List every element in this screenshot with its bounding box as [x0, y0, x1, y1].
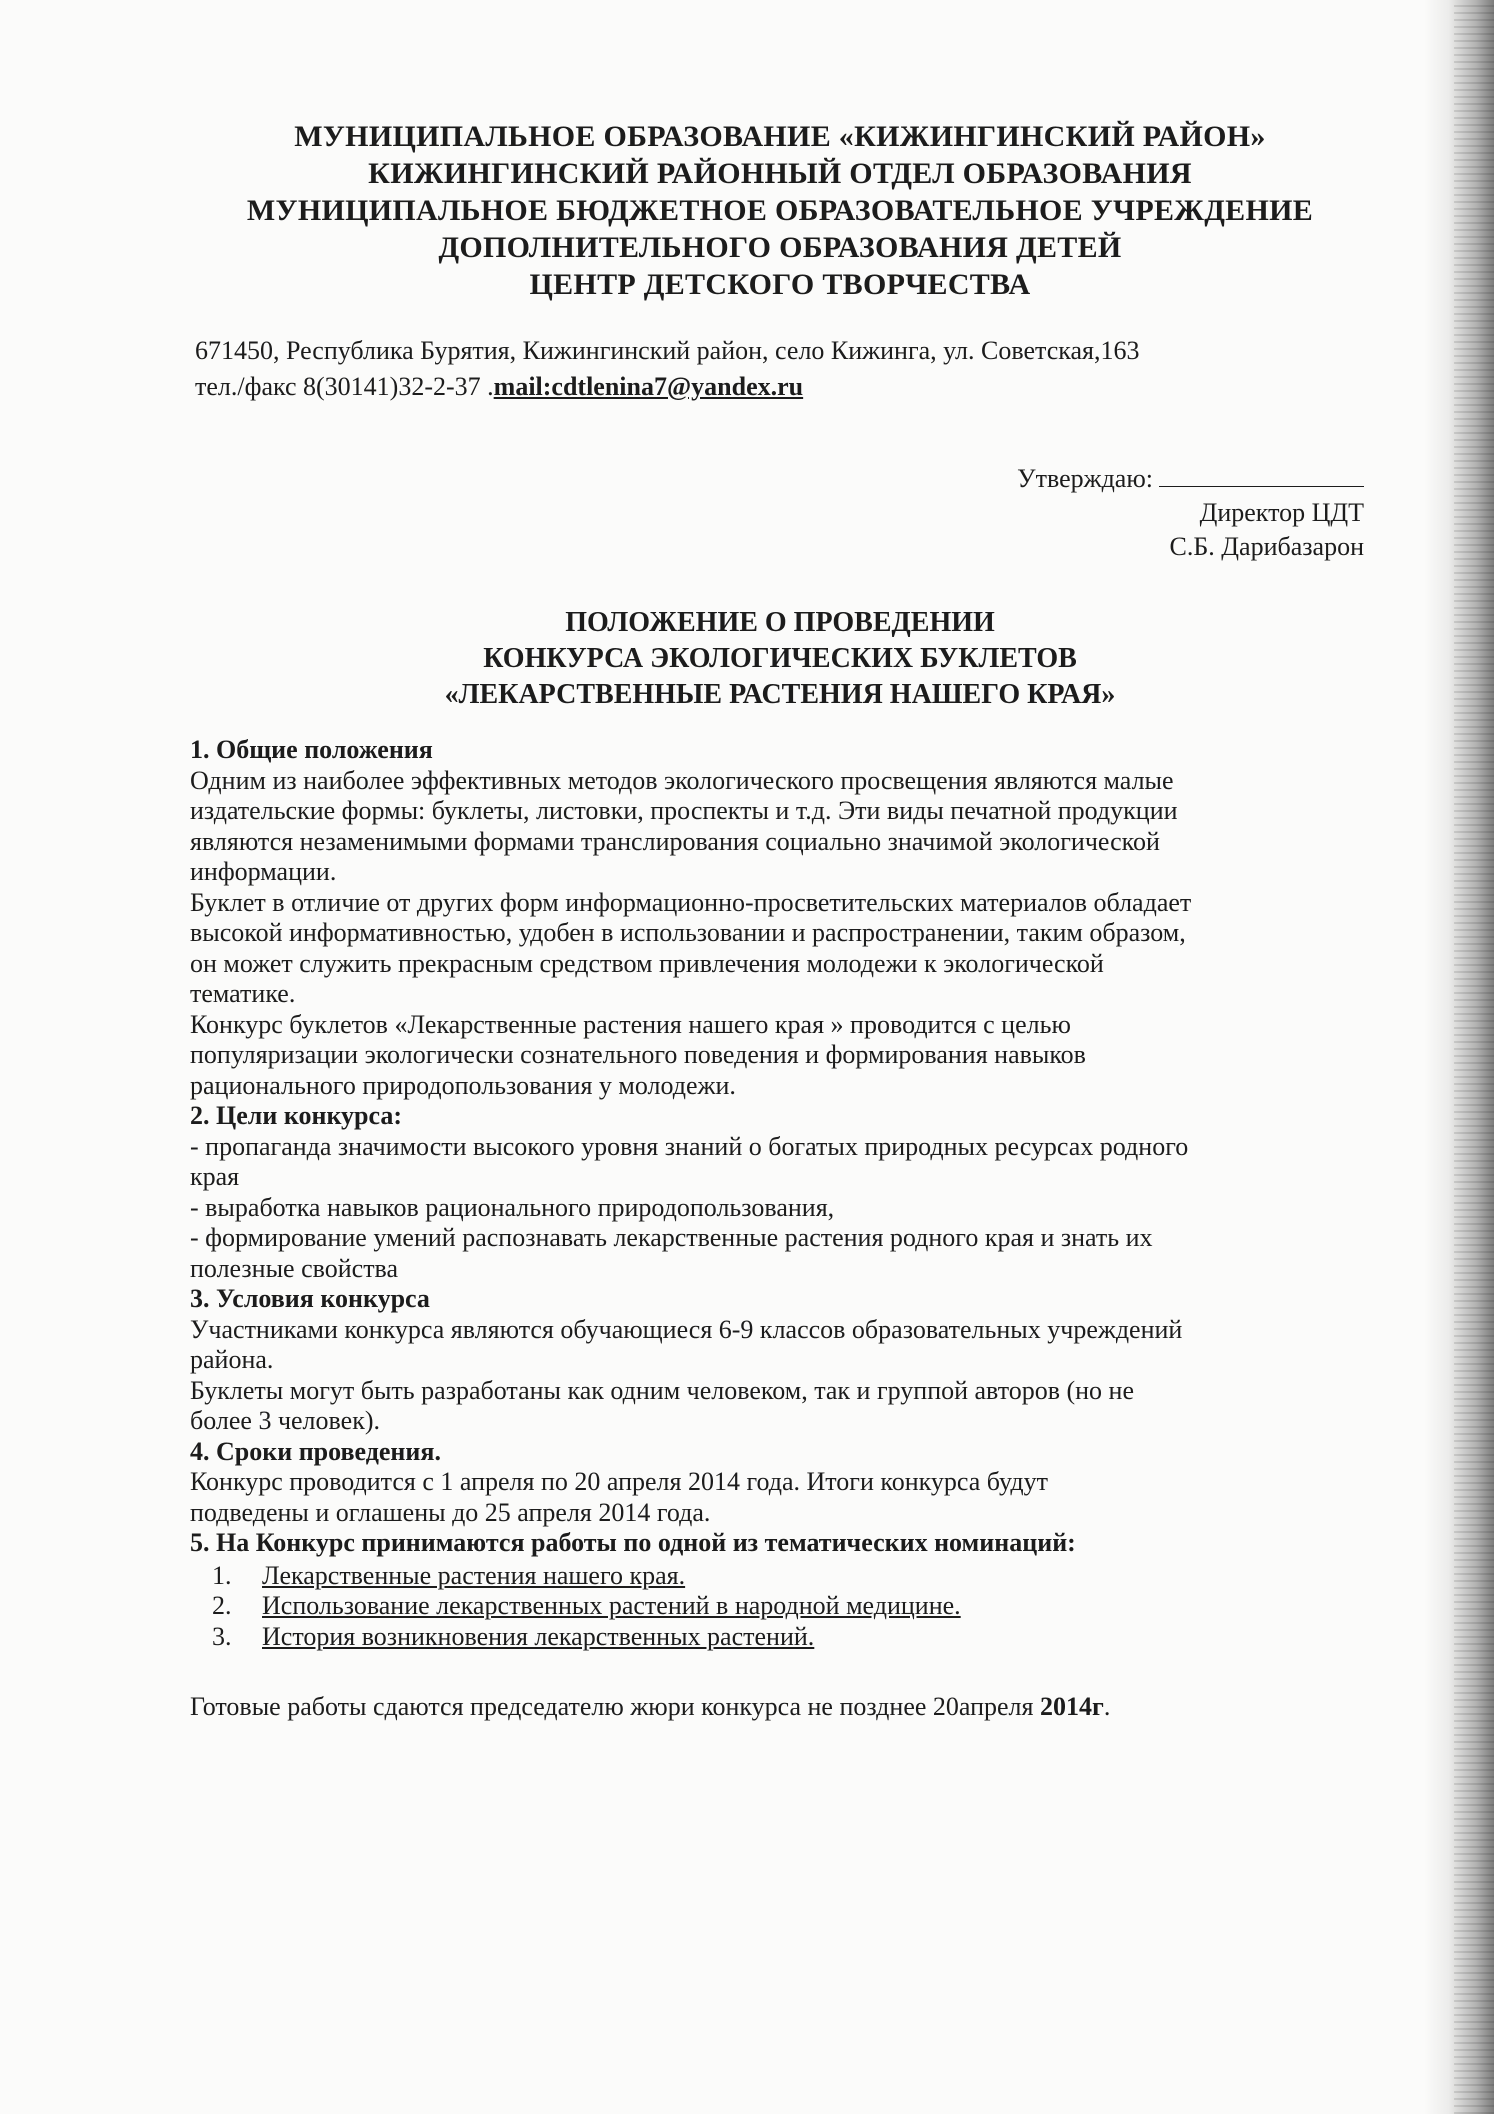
header-line: МУНИЦИПАЛЬНОЕ ОБРАЗОВАНИЕ «КИЖИНГИНСКИЙ РАЙОН»: [294, 120, 1266, 153]
email-link[interactable]: mail:cdtlenina7@yandex.ru: [493, 372, 804, 401]
text-line: - формирование умений распознавать лекарственные растения родного края и знать их: [190, 1223, 1153, 1252]
final-note: [190, 1692, 1360, 1723]
text-line: края: [190, 1162, 240, 1191]
header-line: МУНИЦИПАЛЬНОЕ БЮДЖЕТНОЕ ОБРАЗОВАТЕЛЬНОЕ УЧРЕЖДЕНИЕ: [246, 194, 1314, 227]
section-general-text: [190, 766, 1360, 1102]
text-line: Буклет в отличие от других форм информационно-просветительских материалов обладает: [190, 887, 1192, 917]
text-line: тематике.: [190, 979, 296, 1008]
scan-edge-noise: [1454, 0, 1494, 2114]
list-item-number: 3.: [212, 1621, 232, 1651]
final-note-end: .: [1103, 1692, 1111, 1721]
list-item-number: 1.: [212, 1560, 232, 1590]
director-name: С.Б. Дарибазарон: [1169, 532, 1364, 561]
text-line: издательские формы: буклеты, листовки, проспекты и т.д. Эти виды печатной продукции: [190, 796, 1178, 825]
approval-label: Утверждаю:: [1017, 464, 1153, 493]
nominations-list: [190, 1561, 1360, 1653]
text-line: более 3 человек).: [190, 1406, 380, 1435]
organization-header: [180, 118, 1380, 303]
section-goals-text: [190, 1132, 1360, 1285]
text-line: популяризации экологически сознательного поведения и формирования навыков: [190, 1040, 1086, 1069]
text-line: - пропаганда значимости высокого уровня знаний о богатых природных ресурсах родного: [190, 1131, 1189, 1161]
text-line: Участниками конкурса являются обучающиеся 6-9 классов образовательных учреждений: [190, 1314, 1183, 1344]
address-line: 671450, Республика Бурятия, Кижингинский район, село Кижинга, ул. Советская,163: [195, 336, 1140, 365]
signature-line: [1159, 486, 1364, 487]
text-line: являются незаменимыми формами транслирования социально значимой экологической: [190, 826, 1160, 856]
list-item: [190, 1591, 1360, 1622]
document-title: [280, 605, 1280, 713]
list-item: [190, 1561, 1360, 1592]
approval-label-row: [944, 462, 1364, 496]
text-line: информации.: [190, 857, 337, 886]
phone-line: [195, 369, 1139, 405]
document-body: [190, 735, 1360, 1723]
title-line: КОНКУРСА ЭКОЛОГИЧЕСКИХ БУКЛЕТОВ: [483, 643, 1077, 674]
section-heading-dates: 4. Сроки проведения.: [190, 1436, 441, 1466]
final-note-year: 2014г: [1040, 1692, 1104, 1721]
header-line: КИЖИНГИНСКИЙ РАЙОННЫЙ ОТДЕЛ ОБРАЗОВАНИЯ: [368, 157, 1192, 190]
list-item-number: 2.: [212, 1591, 232, 1620]
section-conditions-text: [190, 1315, 1360, 1437]
text-line: рационального природопользования у молодежи.: [190, 1070, 736, 1100]
final-note-text: Готовые работы сдаются председателю жюри конкурса не позднее 20апреля: [190, 1692, 1040, 1721]
text-line: высокой информативностью, удобен в использовании и распространении, таким образом,: [190, 918, 1186, 947]
header-line: ЦЕНТР ДЕТСКОГО ТВОРЧЕСТВА: [529, 268, 1031, 301]
text-line: подведены и оглашены до 25 апреля 2014 года.: [190, 1497, 711, 1527]
title-line: ПОЛОЖЕНИЕ О ПРОВЕДЕНИИ: [565, 607, 995, 638]
text-line: Буклеты могут быть разработаны как одним человеком, так и группой авторов (но не: [190, 1375, 1135, 1405]
text-line: Одним из наиболее эффективных методов экологического просвещения являются малые: [190, 765, 1174, 795]
list-item-text: Использование лекарственных растений в народной медицине.: [262, 1591, 961, 1620]
text-line: он может служить прекрасным средством привлечения молодежи к экологической: [190, 948, 1104, 978]
phone-fax: тел./факс 8(30141)32-2-37 .: [195, 372, 494, 401]
approval-block: [944, 462, 1364, 564]
section-heading-conditions: 3. Условия конкурса: [190, 1284, 430, 1313]
text-line: района.: [190, 1345, 274, 1374]
list-item: [190, 1622, 1360, 1653]
text-line: Конкурс буклетов «Лекарственные растения нашего края » проводится с целью: [190, 1009, 1071, 1039]
contact-address: [195, 333, 1139, 405]
list-item-text: История возникновения лекарственных растений.: [262, 1621, 815, 1651]
text-line: - выработка навыков рационального природопользования,: [190, 1192, 835, 1222]
section-heading-nominations: 5. На Конкурс принимаются работы по одной из тематических номинаций:: [190, 1528, 1076, 1557]
title-line: «ЛЕКАРСТВЕННЫЕ РАСТЕНИЯ НАШЕГО КРАЯ»: [444, 679, 1116, 710]
text-line: полезные свойства: [190, 1253, 399, 1283]
header-line: ДОПОЛНИТЕЛЬНОГО ОБРАЗОВАНИЯ ДЕТЕЙ: [438, 231, 1122, 264]
section-heading-general: 1. Общие положения: [190, 735, 433, 764]
list-item-text: Лекарственные растения нашего края.: [262, 1560, 686, 1590]
section-dates-text: [190, 1467, 1360, 1528]
text-line: Конкурс проводится с 1 апреля по 20 апреля 2014 года. Итоги конкурса будут: [190, 1467, 1048, 1496]
section-heading-goals: 2. Цели конкурса:: [190, 1101, 403, 1130]
director-position: Директор ЦДТ: [1199, 498, 1364, 527]
